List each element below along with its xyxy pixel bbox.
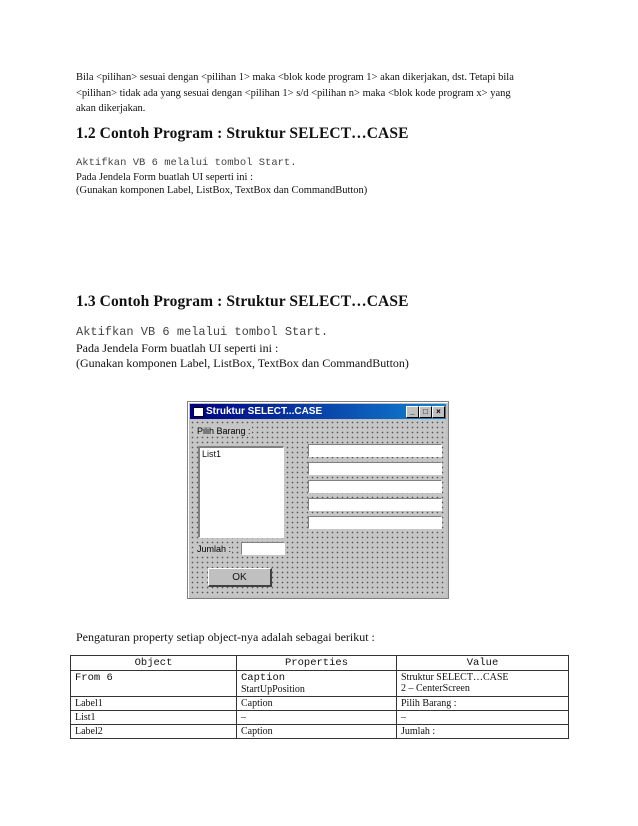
close-button[interactable]: ×: [432, 406, 445, 418]
cell-object: Label1: [71, 697, 237, 711]
cell-value: –: [397, 711, 569, 725]
cell-value-caption: Struktur SELECT…CASE: [401, 672, 509, 683]
intro-line: akan dikerjakan.: [76, 103, 146, 114]
cell-object: List1: [71, 711, 237, 725]
intro-line: <pilihan> tidak ada yang sesuai dengan <pilihan 1> s/d <pilihan n> maka <blok kode program x> yang: [76, 87, 511, 99]
cell-value: Jumlah :: [397, 725, 569, 739]
table-row: [71, 671, 569, 697]
table-row: [71, 725, 569, 739]
listbox-item: List1: [202, 449, 222, 459]
maximize-button[interactable]: □: [419, 406, 432, 418]
table-header-row: [71, 656, 569, 671]
cell-value-startup: 2 – CenterScreen: [401, 683, 470, 694]
cell-properties: Caption: [237, 697, 397, 711]
intro-line: Bila <pilihan> sesuai dengan <pilihan 1> maka <blok kode program 1> akan dikerjakan, dst. Tetapi bila: [76, 72, 514, 83]
section-1-3-line2: Pada Jendela Form buatlah UI seperti ini :: [76, 341, 279, 355]
section-1-2-heading: 1.2 Contoh Program : Struktur SELECT…CASE: [76, 125, 409, 142]
cell-properties: Caption: [237, 725, 397, 739]
section-1-2-line3: (Gunakan komponen Label, ListBox, TextBox dan CommandButton): [76, 185, 368, 196]
header-properties: Properties: [237, 656, 397, 671]
cell-value: [397, 671, 569, 697]
cell-object: From 6: [71, 671, 237, 697]
header-object: Object: [71, 656, 237, 671]
property-table: [70, 655, 569, 739]
text2-textbox[interactable]: [308, 462, 442, 475]
section-1-3-line1: Aktifkan VB 6 melalui tombol Start.: [76, 325, 329, 339]
label2-jumlah: Jumlah :: [197, 544, 232, 554]
list1-listbox[interactable]: [198, 446, 284, 538]
cell-prop-startup: StartUpPosition: [241, 684, 305, 695]
vb-form-client-area: [190, 420, 446, 596]
section-1-3-heading: 1.3 Contoh Program : Struktur SELECT…CASE: [76, 293, 409, 310]
section-1-2-line1: Aktifkan VB 6 melalui tombol Start.: [76, 157, 297, 169]
header-value: Value: [397, 656, 569, 671]
section-1-3-line3: (Gunakan komponen Label, ListBox, TextBox dan CommandButton): [76, 356, 409, 370]
text3-textbox[interactable]: [308, 480, 442, 493]
cell-properties: –: [237, 711, 397, 725]
property-intro: Pengaturan property setiap object-nya adalah sebagai berikut :: [76, 630, 375, 644]
cell-properties: [237, 671, 397, 697]
vb-form-titlebar: [190, 404, 446, 419]
text1-textbox[interactable]: [308, 444, 442, 457]
cell-prop-caption: Caption: [241, 672, 286, 684]
table-row: [71, 711, 569, 725]
label1-pilih-barang: Pilih Barang :: [197, 426, 251, 436]
text5-textbox[interactable]: [308, 516, 442, 529]
vb-form-window: [187, 401, 449, 599]
table-row: [71, 697, 569, 711]
vb-form-title: Struktur SELECT...CASE: [206, 406, 323, 417]
ok-button[interactable]: OK: [208, 568, 272, 587]
cell-value: Pilih Barang :: [397, 697, 569, 711]
minimize-button[interactable]: _: [406, 406, 419, 418]
section-1-2-line2: Pada Jendela Form buatlah UI seperti ini :: [76, 172, 253, 183]
cell-object: Label2: [71, 725, 237, 739]
text4-textbox[interactable]: [308, 498, 442, 511]
form-icon: [193, 407, 204, 417]
intro-paragraph: [76, 70, 514, 117]
jumlah-textbox[interactable]: [241, 542, 285, 555]
